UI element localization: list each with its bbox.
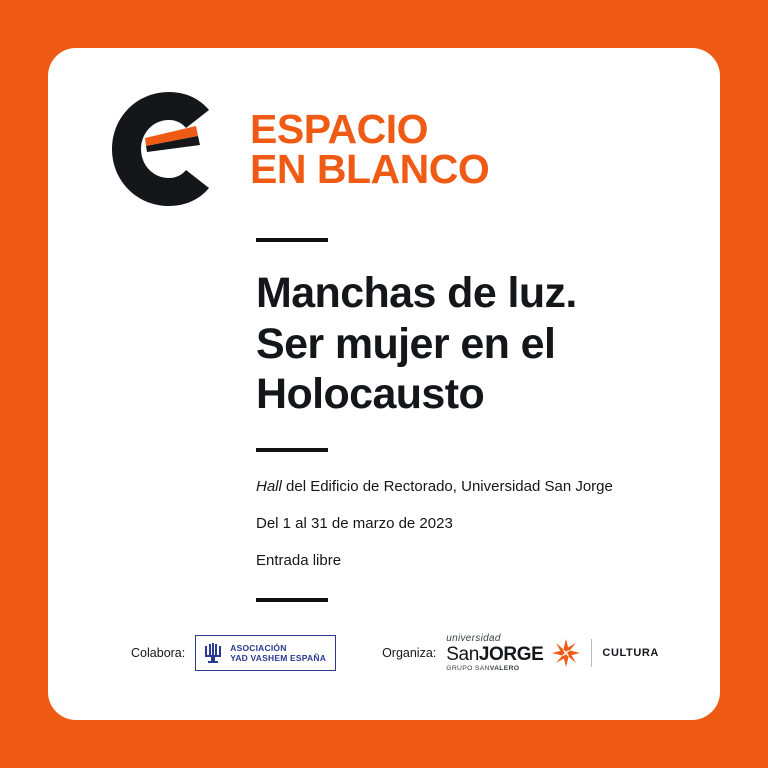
divider-bottom xyxy=(256,598,328,602)
collaborator-group xyxy=(131,635,336,671)
san-valero-star-icon xyxy=(551,638,581,668)
brand-line-1: ESPACIO xyxy=(250,105,428,152)
divider-middle xyxy=(256,448,328,452)
usj-universidad-text: universidad xyxy=(446,633,501,644)
title-line-1: Manchas de luz. xyxy=(256,269,577,317)
universidad-san-jorge-logo xyxy=(446,634,659,673)
organizer-group xyxy=(382,634,659,673)
usj-group-suffix: VALERO xyxy=(489,665,520,673)
usj-name-part1: San xyxy=(446,643,479,665)
page-title xyxy=(256,268,686,420)
usj-wordmark xyxy=(446,634,543,673)
organizer-label: Organiza: xyxy=(382,646,437,661)
yad-vashem-logo xyxy=(195,635,336,671)
footer xyxy=(110,634,680,673)
footer-divider xyxy=(591,639,592,667)
event-details xyxy=(256,478,686,570)
yad-vashem-menorah-icon xyxy=(203,642,223,664)
title-line-3: Holocausto xyxy=(256,370,485,419)
usj-group-prefix: GRUPO SAN xyxy=(446,665,490,673)
detail-dates: Del 1 al 31 de marzo de 2023 xyxy=(256,514,453,532)
brand-wordmark xyxy=(250,105,490,192)
title-line-2: Ser mujer en el xyxy=(256,319,556,368)
usj-name-part2: JORGE xyxy=(478,643,544,665)
poster-card xyxy=(48,48,720,720)
usj-name-text xyxy=(446,645,543,665)
detail-entry: Entrada libre xyxy=(256,551,342,569)
brand-block xyxy=(110,90,489,208)
collaborator-label: Colabora: xyxy=(131,646,186,661)
usj-group-text xyxy=(446,665,519,672)
yad-vashem-line-1: ASOCIACIÓN xyxy=(230,642,287,653)
divider-top xyxy=(256,238,328,242)
yad-vashem-line-2: YAD VASHEM ESPAÑA xyxy=(230,653,327,664)
brand-line-2: EN BLANCO xyxy=(250,146,490,192)
detail-venue-emphasis: Hall xyxy=(256,478,282,495)
yad-vashem-text xyxy=(230,643,326,664)
cultura-text: CULTURA xyxy=(602,647,659,660)
detail-venue xyxy=(256,478,686,497)
detail-venue-rest: del Edificio de Rectorado, Universidad San Jorge xyxy=(281,478,613,495)
espacio-en-blanco-c-logo-icon xyxy=(110,90,228,208)
